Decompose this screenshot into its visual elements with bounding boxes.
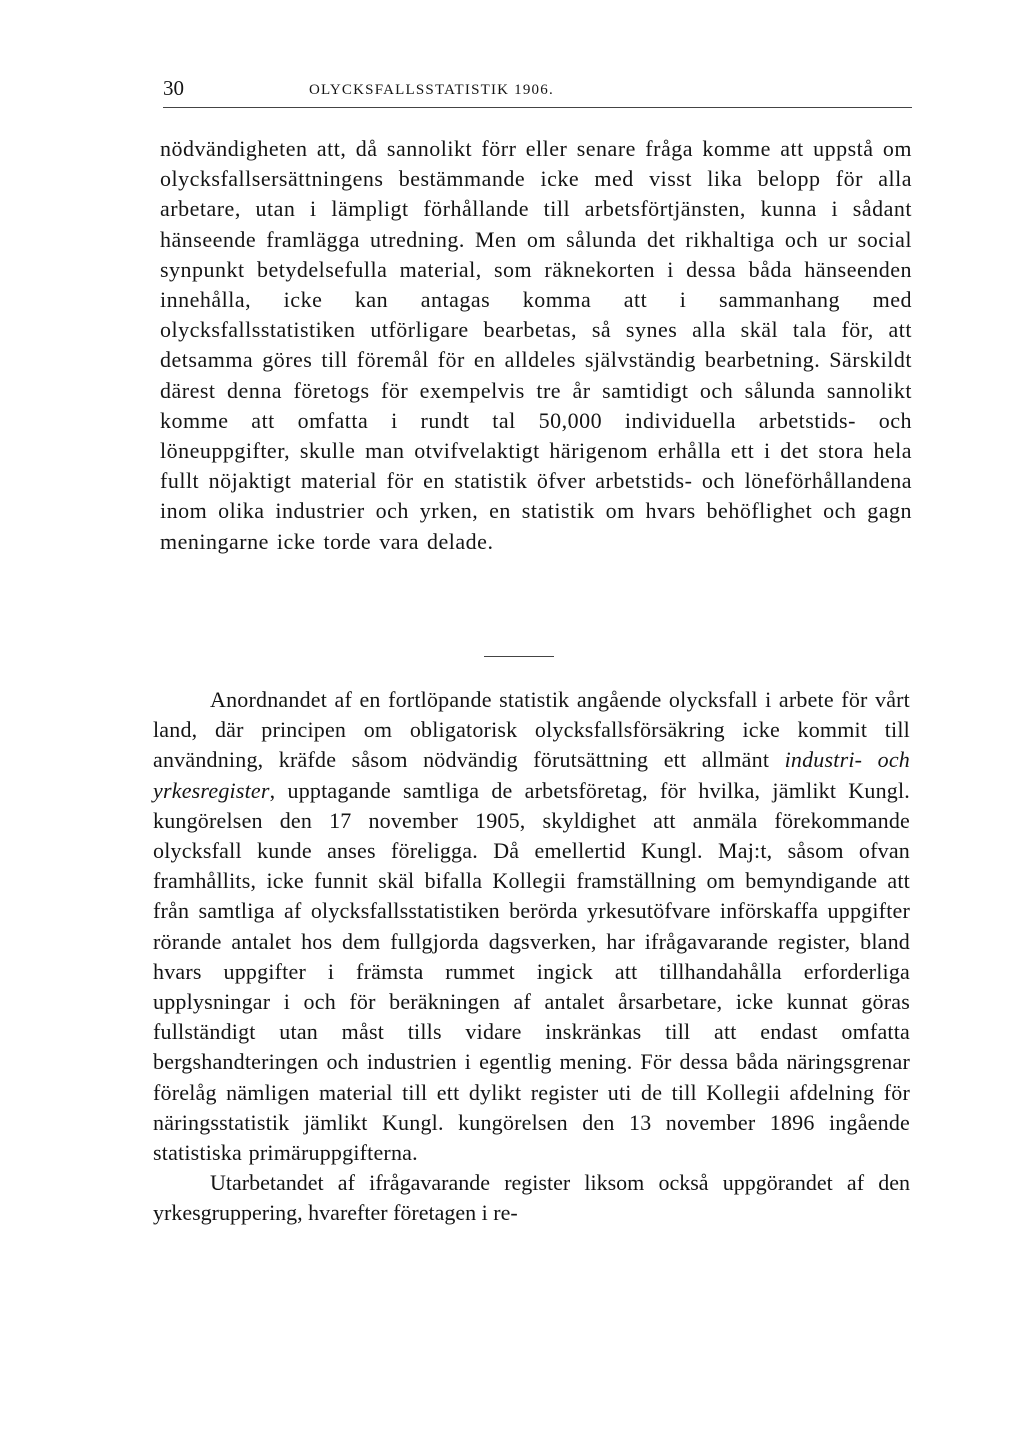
paragraph-3-text: Utarbetandet af ifrågavarande register liksom också uppgörandet af den yrkesgruppering, hvarefter företagen i re- (153, 1170, 910, 1226)
paragraph-3 (153, 1168, 910, 1228)
running-title: OLYCKSFALLSSTATISTIK 1906. (309, 82, 554, 98)
paragraph-2-italic-term: industri- och yrkesregister (153, 747, 911, 803)
header-rule (163, 107, 912, 108)
paragraph-2 (153, 685, 910, 1168)
paragraph-2-text-end: , upptagande samtliga de arbetsföretag, för hvilka, jämlikt Kungl. kungörelsen den 17 november 1905, skyldighet att anmäla förekommande olycksfall kunde anses föreligga. Då emellertid Kungl. Maj:t, såsom ofvan framhållits, icke funnit skäl bifalla Kollegii framställning om bemyndigande att från samtliga af olycksfallsstatistiken berörda yrkesutöfvare införskaffa uppgifter rörande antalet hos dem fullgjorda dagsverken, har ifrågavarande register, bland hvars uppgifter i främsta rummet ingick att tillhandahålla erforderliga upplysningar i och för beräkningen af antalet årsarbetare, icke kunnat göras fullständigt utan måst tills vidare inskränkas till att endast omfatta bergshandteringen och industrien i egentlig mening. För dessa båda näringsgrenar förelåg nämligen material till ett dylikt register uti de till Kollegii afdelning för näringsstatistik jämlikt Kungl. kungörelsen den 13 november 1896 ingående statistiska primäruppgifterna. (153, 777, 910, 1166)
paragraph-1: nödvändigheten att, då sannolikt förr eller senare fråga komme att uppstå om olycksfallsersättningens bestämmande icke med visst lika belopp för alla arbetare, utan i lämpligt förhållande till arbetsförtjänsten, kunna i sådant hänseende framlägga utredning. Men om sålunda det rikhaltiga och ur social synpunkt betydelsefulla material, som räknekorten i dessa båda hänseenden innehålla, icke kan antagas komma att i sammanhang med olycksfallsstatistiken utförligare bearbetas, så synes alla skäl tala för, att detsamma göres till föremål för en alldeles självständig bearbetning. Särskildt därest denna företogs för exempelvis tre år samtidigt och sålunda sannolikt komme att omfatta i rundt tal 50,000 individuella arbetstids- och löneuppgifter, skulle man otvifvelaktigt härigenom erhålla ett i det stora hela fullt nöjaktigt material för en statistik öfver arbetstids- och löneförhållandena inom olika industrier och yrken, en statistik om hvars behöflighet och gagn meningarne icke torde vara delade. (160, 136, 912, 554)
paragraph-2-text-start: Anordnandet af en fortlöpande statistik angående olycksfall i arbete för vårt land, där principen om obligatorisk olycksfallsförsäkring icke kommit till användning, kräfde såsom nödvändig förutsättning ett allmänt (153, 687, 910, 773)
running-header (163, 76, 912, 102)
page-number: 30 (163, 76, 184, 100)
section-divider (484, 656, 554, 657)
